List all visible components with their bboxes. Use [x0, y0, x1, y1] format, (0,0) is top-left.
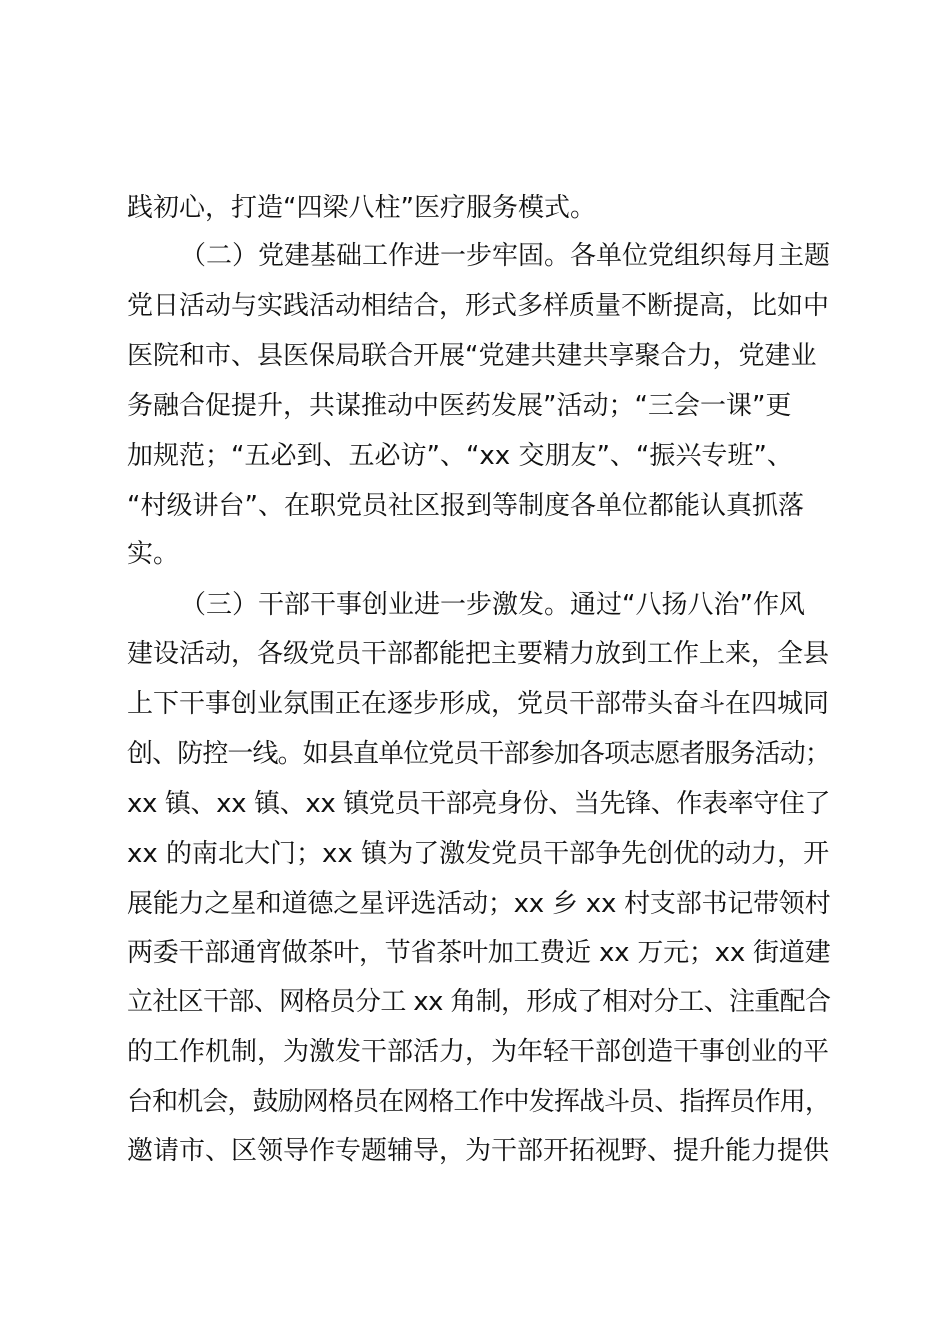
text-line: xx 镇、xx 镇、xx 镇党员干部亮身份、当先锋、作表率守住了 [127, 789, 831, 819]
text-line: 实。 [127, 539, 180, 569]
text-line: 展能力之星和道德之星评选活动；xx 乡 xx 村支部书记带领村 [127, 889, 831, 919]
text-line: 党日活动与实践活动相结合，形式多样质量不断提高，比如中 [127, 291, 830, 321]
text-line: 的工作机制，为激发干部活力，为年轻干部创造干事创业的平 [127, 1037, 830, 1067]
text-line: 上下干事创业氛围正在逐步形成，党员干部带头奋斗在四城同 [127, 689, 830, 719]
text-line: “村级讲台”、在职党员社区报到等制度各单位都能认真抓落 [127, 491, 804, 521]
text-line: （三）干部干事创业进一步激发。通过“八扬八治”作风 [180, 590, 805, 620]
text-line: 加规范；“五必到、五必访”、“xx 交朋友”、“振兴专班”、 [127, 441, 793, 471]
text-line: 两委干部通宵做茶叶，节省茶叶加工费近 xx 万元；xx 街道建 [127, 938, 831, 968]
text-line: （二）党建基础工作进一步牢固。各单位党组织每月主题 [180, 241, 831, 271]
text-line: 践初心，打造“四梁八柱”医疗服务模式。 [127, 193, 596, 223]
text-line: xx 的南北大门；xx 镇为了激发党员干部争先创优的动力，开 [127, 839, 830, 869]
text-line: 台和机会，鼓励网格员在网格工作中发挥战斗员、指挥员作用， [127, 1087, 831, 1117]
text-line: 立社区干部、网格员分工 xx 角制，形成了相对分工、注重配合 [127, 987, 831, 1017]
text-line: 建设活动，各级党员干部都能把主要精力放到工作上来，全县 [127, 639, 830, 669]
text-line: 创、防控一线。如县直单位党员干部参加各项志愿者服务活动； [127, 739, 831, 769]
text-line: 务融合促提升，共谋推动中医药发展”活动；“三会一课”更 [127, 391, 792, 421]
text-line: 邀请市、区领导作专题辅导，为干部开拓视野、提升能力提供 [127, 1136, 830, 1166]
text-line: 医院和市、县医保局联合开展“党建共建共享聚合力，党建业 [127, 341, 817, 371]
